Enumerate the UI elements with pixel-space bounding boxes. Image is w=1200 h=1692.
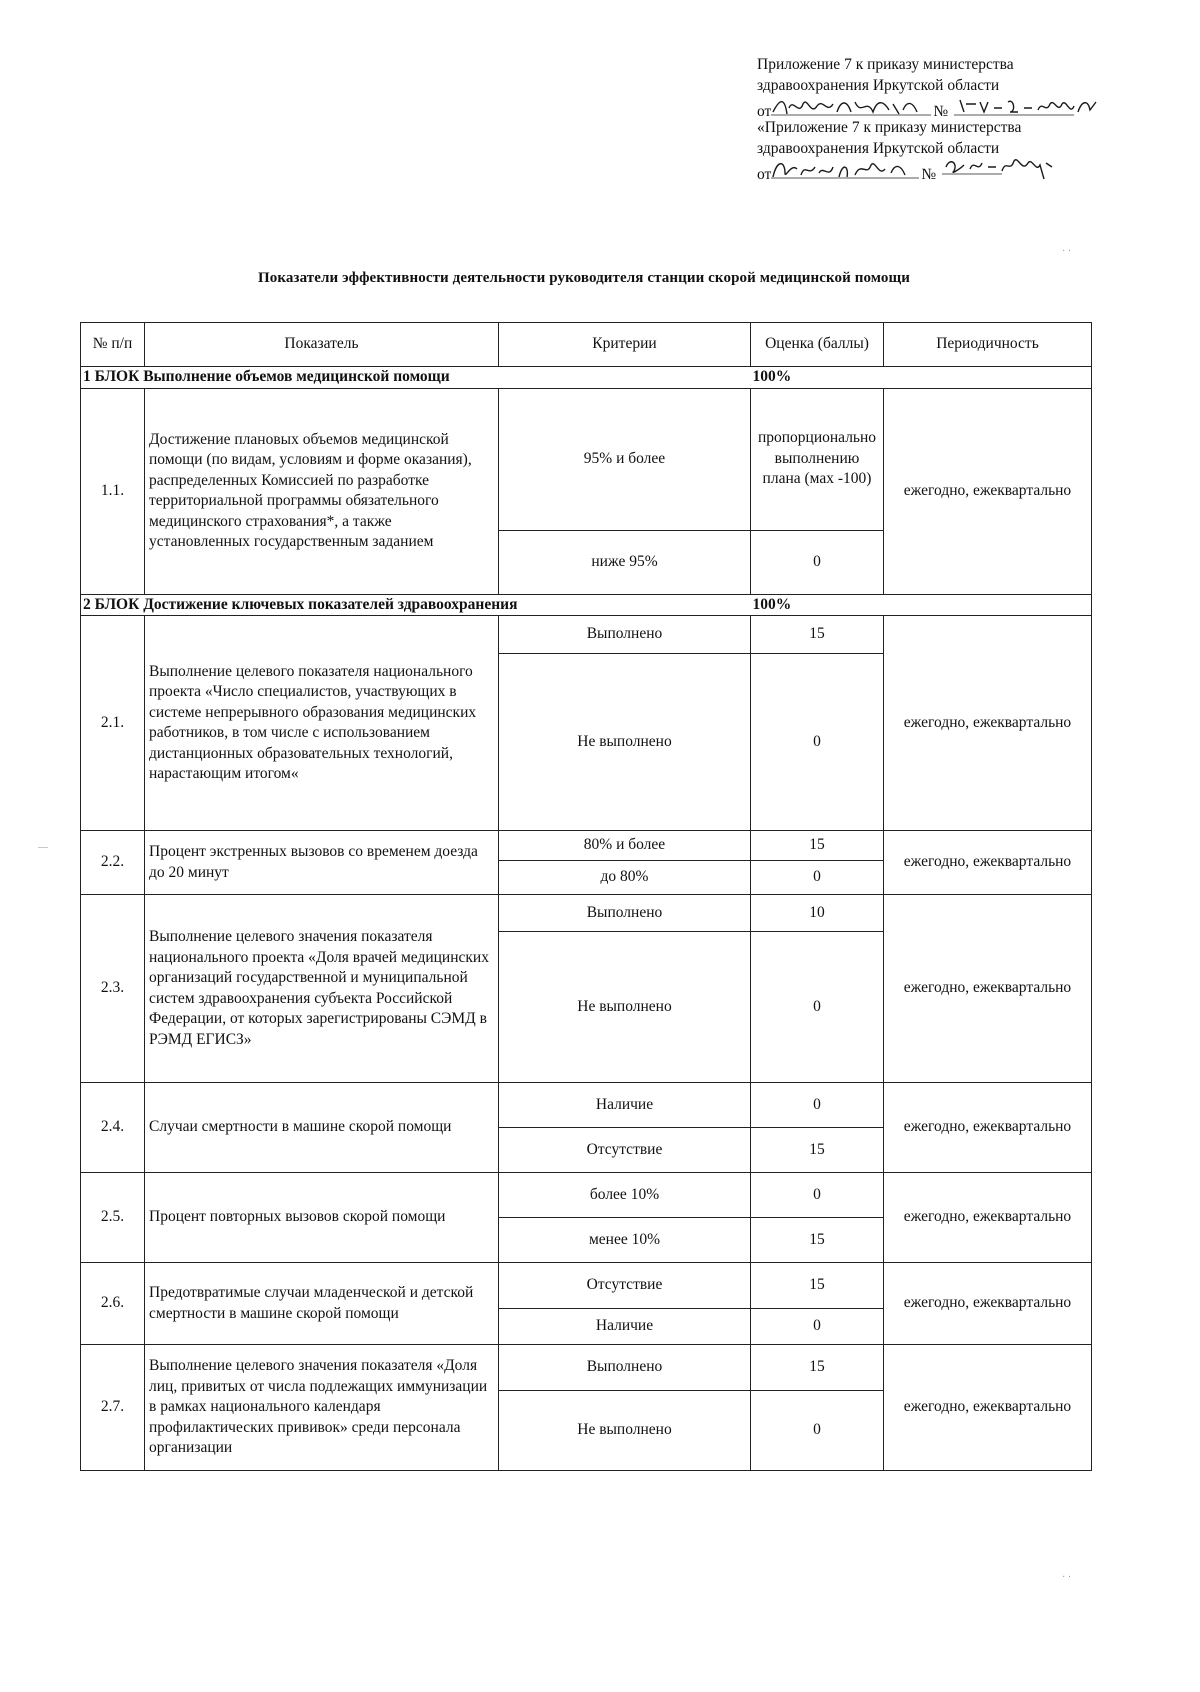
row-score: пропорционально выполнению плана (мах -100) bbox=[751, 388, 884, 530]
document-title: Показатели эффективности деятельности руководителя станции скорой медицинской помощи bbox=[257, 270, 911, 286]
row-indicator: Процент экстренных вызовов со временем доезда до 20 минут bbox=[145, 831, 499, 895]
row-indicator: Предотвратимые случаи младенческой и детской смертности в машине скорой помощи bbox=[145, 1263, 499, 1345]
header-date-prefix-2: от bbox=[757, 166, 772, 183]
row-score: 0 bbox=[751, 1083, 884, 1128]
handwritten-number-2 bbox=[942, 159, 1062, 179]
header-line-2: здравоохранения Иркутской области bbox=[757, 77, 1000, 94]
header-score: Оценка (баллы) bbox=[751, 323, 884, 367]
row-indicator: Достижение плановых объемов медицинской помощи (по видам, условиям и форме оказания), распределенных Комиссией по разработке территориальной программы обязательного медицинского страхования*, а также установленных государственным заданием bbox=[145, 388, 499, 594]
row-periodicity: ежегодно, ежеквартально bbox=[884, 1173, 1092, 1263]
row-score: 0 bbox=[751, 654, 884, 831]
header-date-prefix: от bbox=[757, 103, 772, 120]
header-line-4: «Приложение 7 к приказу министерства bbox=[757, 119, 1022, 136]
row-num: 2.3. bbox=[81, 895, 145, 1083]
row-score: 15 bbox=[751, 831, 884, 861]
row-indicator: Выполнение целевого значения показателя «Доля лиц, привитых от числа подлежащих иммунизации в рамках национального календаря профилактических прививок» среди персонала организации bbox=[145, 1345, 499, 1471]
header-number-sign-2: № bbox=[921, 166, 937, 183]
row-score: 10 bbox=[751, 895, 884, 932]
row-periodicity: ежегодно, ежеквартально bbox=[884, 388, 1092, 594]
row-score: 15 bbox=[751, 1345, 884, 1391]
table-row bbox=[81, 831, 1092, 861]
table-row bbox=[81, 1263, 1092, 1309]
row-criteria: 80% и более bbox=[499, 831, 751, 861]
row-score: 0 bbox=[751, 1309, 884, 1345]
table-row bbox=[81, 1083, 1092, 1128]
table-row bbox=[81, 1345, 1092, 1391]
header-line-6 bbox=[757, 159, 1117, 183]
table-row bbox=[81, 1173, 1092, 1218]
row-criteria: Отсутствие bbox=[499, 1128, 751, 1173]
header-number-sign: № bbox=[933, 103, 949, 120]
row-criteria: Выполнено bbox=[499, 1345, 751, 1391]
row-criteria: Не выполнено bbox=[499, 932, 751, 1083]
header-indicator: Показатель bbox=[145, 323, 499, 367]
row-periodicity: ежегодно, ежеквартально bbox=[884, 831, 1092, 895]
header-line-1: Приложение 7 к приказу министерства bbox=[757, 56, 1014, 73]
row-periodicity: ежегодно, ежеквартально bbox=[884, 616, 1092, 831]
block-1-row bbox=[81, 367, 1092, 389]
row-num: 2.5. bbox=[81, 1173, 145, 1263]
row-num: 1.1. bbox=[81, 388, 145, 594]
row-score: 0 bbox=[751, 932, 884, 1083]
row-criteria: Наличие bbox=[499, 1309, 751, 1345]
table-header-row bbox=[81, 323, 1092, 367]
row-num: 2.4. bbox=[81, 1083, 145, 1173]
row-criteria: Отсутствие bbox=[499, 1263, 751, 1309]
row-periodicity: ежегодно, ежеквартально bbox=[884, 1083, 1092, 1173]
scan-speck: · · bbox=[1062, 246, 1072, 257]
row-periodicity: ежегодно, ежеквартально bbox=[884, 1345, 1092, 1471]
table-row bbox=[81, 388, 1092, 530]
row-score: 0 bbox=[751, 1173, 884, 1218]
row-indicator: Выполнение целевого показателя национального проекта «Число специалистов, участвующих в системе непрерывного образования медицинских работников, в том числе с использованием дистанционных образовательных технологий, нарастающим итогом« bbox=[145, 616, 499, 831]
block-1-weight: 100% bbox=[751, 367, 1092, 389]
row-num: 2.2. bbox=[81, 831, 145, 895]
header-line-5: здравоохранения Иркутской области bbox=[757, 140, 1000, 157]
handwritten-date-2 bbox=[771, 159, 921, 179]
handwritten-number bbox=[954, 96, 1104, 116]
approval-header bbox=[757, 54, 1117, 183]
row-score: 15 bbox=[751, 1218, 884, 1263]
scan-speck: — bbox=[38, 842, 48, 853]
row-score: 0 bbox=[751, 530, 884, 594]
row-score: 0 bbox=[751, 1391, 884, 1471]
row-indicator: Случаи смертности в машине скорой помощи bbox=[145, 1083, 499, 1173]
row-criteria: Не выполнено bbox=[499, 1391, 751, 1471]
block-2-row bbox=[81, 594, 1092, 616]
block-2-weight: 100% bbox=[751, 594, 1092, 616]
row-criteria: Выполнено bbox=[499, 895, 751, 932]
row-criteria: ниже 95% bbox=[499, 530, 751, 594]
row-criteria: 95% и более bbox=[499, 388, 751, 530]
row-periodicity: ежегодно, ежеквартально bbox=[884, 1263, 1092, 1345]
table-row bbox=[81, 895, 1092, 932]
row-criteria: менее 10% bbox=[499, 1218, 751, 1263]
row-score: 15 bbox=[751, 1128, 884, 1173]
indicators-table bbox=[80, 322, 1092, 1471]
row-periodicity: ежегодно, ежеквартально bbox=[884, 895, 1092, 1083]
header-num: № п/п bbox=[81, 323, 145, 367]
header-periodicity: Периодичность bbox=[884, 323, 1092, 367]
row-criteria: Не выполнено bbox=[499, 654, 751, 831]
row-num: 2.7. bbox=[81, 1345, 145, 1471]
handwritten-date bbox=[771, 96, 933, 116]
row-criteria: до 80% bbox=[499, 861, 751, 895]
row-criteria: Выполнено bbox=[499, 616, 751, 654]
table-row bbox=[81, 616, 1092, 654]
header-criteria: Критерии bbox=[499, 323, 751, 367]
row-indicator: Процент повторных вызовов скорой помощи bbox=[145, 1173, 499, 1263]
row-score: 15 bbox=[751, 616, 884, 654]
block-2-label: 2 БЛОК Достижение ключевых показателей здравоохранения bbox=[81, 594, 751, 616]
row-criteria: Наличие bbox=[499, 1083, 751, 1128]
header-line-3 bbox=[757, 96, 1117, 120]
row-criteria: более 10% bbox=[499, 1173, 751, 1218]
row-score: 15 bbox=[751, 1263, 884, 1309]
row-num: 2.6. bbox=[81, 1263, 145, 1345]
row-indicator: Выполнение целевого значения показателя национального проекта «Доля врачей медицинских организаций государственной и муниципальной систем здравоохранения субъекта Российской Федерации, от которых зарегистрированы СЭМД в РЭМД ЕГИСЗ» bbox=[145, 895, 499, 1083]
scan-speck: · · bbox=[1062, 1572, 1072, 1583]
row-num: 2.1. bbox=[81, 616, 145, 831]
block-1-label: 1 БЛОК Выполнение объемов медицинской помощи bbox=[81, 367, 751, 389]
row-score: 0 bbox=[751, 861, 884, 895]
